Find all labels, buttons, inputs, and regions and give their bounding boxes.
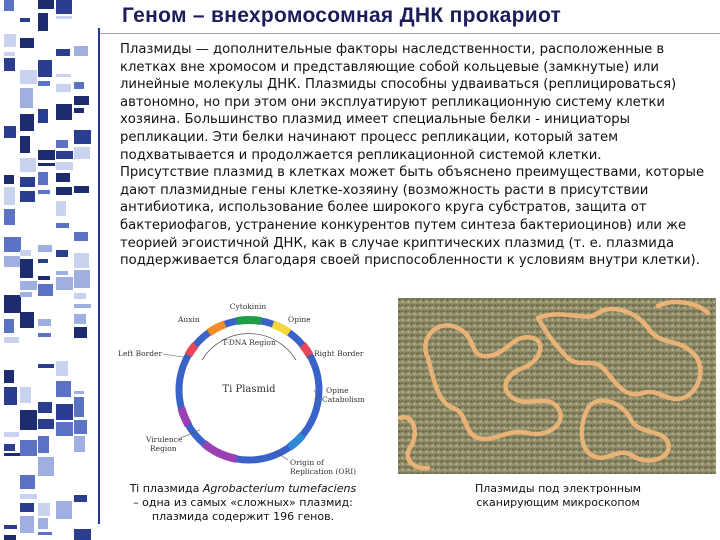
barcode-stripe bbox=[20, 88, 33, 108]
barcode-stripe bbox=[74, 529, 91, 540]
barcode-stripe bbox=[56, 361, 68, 376]
barcode-stripe bbox=[56, 140, 68, 148]
barcode-stripe bbox=[20, 516, 34, 533]
barcode-stripe bbox=[38, 364, 54, 368]
page-title: Геном – внехромосомная ДНК прокариот bbox=[122, 4, 562, 27]
barcode-stripe bbox=[74, 304, 91, 308]
barcode-stripe bbox=[20, 312, 34, 328]
barcode-stripe bbox=[20, 292, 32, 297]
barcode-stripe bbox=[4, 187, 15, 205]
barcode-stripe bbox=[38, 13, 48, 31]
barcode-stripe bbox=[56, 151, 73, 159]
barcode-stripe bbox=[38, 190, 50, 194]
barcode-stripe bbox=[20, 387, 31, 403]
barcode-stripe bbox=[38, 333, 51, 337]
barcode-stripe bbox=[74, 130, 91, 144]
barcode-stripe bbox=[74, 420, 87, 434]
barcode-stripe bbox=[56, 187, 72, 195]
barcode-stripe bbox=[38, 60, 52, 77]
opine-catabolism-label-1: Opine bbox=[326, 386, 349, 395]
barcode-stripe bbox=[38, 172, 48, 185]
barcode-stripe bbox=[56, 201, 66, 216]
plasmid-segment bbox=[188, 345, 195, 355]
barcode-stripe bbox=[38, 109, 48, 123]
barcode-stripe bbox=[4, 175, 14, 184]
barcode-stripe bbox=[4, 319, 14, 333]
title-rule-vertical bbox=[98, 28, 100, 524]
barcode-stripe bbox=[56, 49, 70, 56]
barcode-stripe bbox=[56, 381, 71, 397]
barcode-stripe bbox=[4, 237, 21, 252]
body-text bbox=[120, 41, 710, 270]
barcode-stripe bbox=[4, 535, 16, 540]
barcode-stripe bbox=[20, 38, 34, 48]
barcode-stripe bbox=[74, 46, 88, 56]
ori-label-2: Replication (ORI) bbox=[290, 467, 357, 476]
barcode-stripe bbox=[4, 52, 15, 56]
barcode-stripe bbox=[20, 136, 30, 153]
barcode-stripe bbox=[56, 271, 68, 275]
title-rule bbox=[100, 33, 720, 34]
paragraph-plasmid-advantages: Присутствие плазмид в клетках может быть объяснено преимуществами, которые дают плазмидные гены клетке-хозяину (возможность расти в присутствии антибиотика, использование более широкого круга субстратов, защита от бактериофагов, устранение конкурентов путем синтеза бактериоцинов) или же теорией эгоистичной ДНК, как в случае криптических плазмид (т. е. плазмида поддерживается благодаря своей приспособленности к условиям внутри клетки). bbox=[120, 165, 705, 269]
barcode-stripe bbox=[20, 18, 30, 22]
barcode-stripe bbox=[38, 276, 50, 280]
barcode-stripe bbox=[4, 126, 16, 138]
right-border-label: Right Border bbox=[314, 349, 364, 358]
virulence-label-2: Region bbox=[150, 444, 177, 453]
barcode-stripe bbox=[20, 158, 36, 172]
diagram-caption bbox=[112, 482, 374, 524]
barcode-stripe bbox=[56, 404, 73, 420]
barcode-stripe bbox=[38, 284, 53, 296]
barcode-stripe bbox=[38, 0, 54, 9]
barcode-stripe bbox=[38, 319, 51, 326]
barcode-stripe bbox=[4, 58, 15, 71]
barcode-stripe bbox=[20, 191, 35, 202]
barcode-stripe bbox=[20, 177, 35, 187]
barcode-stripe bbox=[56, 104, 72, 120]
barcode-stripe bbox=[74, 186, 89, 193]
barcode-stripe bbox=[56, 501, 72, 519]
barcode-stripe bbox=[38, 503, 50, 516]
barcode-stripe bbox=[38, 163, 55, 166]
virulence-label-1: Virulence bbox=[146, 435, 183, 444]
barcode-stripe bbox=[56, 277, 73, 290]
barcode-stripe bbox=[56, 16, 72, 19]
barcode-stripe bbox=[56, 162, 73, 170]
plasmid-segment bbox=[209, 324, 225, 332]
barcode-stripe bbox=[38, 518, 48, 529]
opine-catabolism-label-2: Catabolism bbox=[322, 395, 365, 404]
barcode-stripe bbox=[38, 245, 52, 252]
barcode-stripe bbox=[20, 440, 37, 456]
barcode-stripe bbox=[20, 250, 31, 256]
caption-species: Agrobacterium tumefaciens bbox=[202, 482, 357, 495]
barcode-stripe bbox=[4, 387, 17, 405]
caption-left-part2: – одна из самых «сложных» плазмид: плазмида содержит 196 генов. bbox=[133, 496, 353, 523]
caption-left-part1: Ti плазмида bbox=[129, 482, 203, 495]
barcode-stripe bbox=[56, 223, 69, 228]
barcode-stripe bbox=[74, 391, 84, 394]
barcode-stripe bbox=[38, 457, 54, 476]
barcode-stripe bbox=[74, 82, 84, 89]
barcode-stripe bbox=[74, 147, 90, 159]
barcode-stripe bbox=[4, 525, 17, 529]
barcode-stripe bbox=[20, 475, 35, 489]
barcode-stripe bbox=[74, 327, 87, 338]
auxin-label: Auxin bbox=[178, 315, 200, 324]
barcode-stripe bbox=[20, 281, 37, 290]
barcode-stripe bbox=[20, 70, 37, 84]
plasmid-segment bbox=[181, 408, 188, 425]
plasmid-segment bbox=[237, 320, 261, 321]
barcode-stripe bbox=[38, 532, 52, 535]
barcode-stripe bbox=[20, 494, 37, 499]
plasmid-segment bbox=[204, 444, 237, 459]
barcode-stripe bbox=[4, 295, 21, 313]
barcode-stripe bbox=[56, 0, 72, 14]
barcode-stripe bbox=[4, 209, 15, 225]
barcode-stripe bbox=[74, 397, 84, 417]
barcode-stripe bbox=[38, 419, 54, 429]
barcode-stripe bbox=[74, 96, 89, 105]
barcode-stripe bbox=[56, 422, 73, 436]
barcode-stripe bbox=[74, 293, 86, 299]
barcode-decoration bbox=[0, 0, 96, 540]
photo-caption: Плазмиды под электронным сканирующим микроскопом bbox=[474, 482, 642, 509]
barcode-stripe bbox=[4, 337, 19, 343]
paragraph-plasmid-definition: Плазмиды — дополнительные факторы наследственности, расположенные в клетках вне хромосом и представляющие собой кольцевые (замкнутые) или линейные молекулы ДНК. Плазмиды способны удваиваться (реплицироваться) автономно, но при этом они эксплуатируют репликационную систему клетки хозяина. Большинство плазмид имеет специальные белки - инициаторы репликации. Эти белки начинают процесс репликации, который затем подхватывается и продолжается репликационной системой клетки. bbox=[120, 42, 677, 163]
electron-microscope-photo bbox=[398, 298, 716, 474]
barcode-stripe bbox=[4, 0, 14, 11]
barcode-stripe bbox=[38, 81, 50, 86]
plasmid-segment bbox=[273, 324, 289, 332]
ori-label-1: Origin of bbox=[290, 458, 324, 467]
left-border-label: Left Border bbox=[118, 349, 163, 358]
barcode-stripe bbox=[38, 259, 48, 263]
barcode-stripe bbox=[4, 444, 15, 451]
barcode-stripe bbox=[74, 436, 85, 452]
barcode-stripe bbox=[74, 253, 89, 268]
barcode-stripe bbox=[4, 256, 20, 267]
barcode-stripe bbox=[38, 150, 55, 160]
barcode-stripe bbox=[20, 410, 37, 430]
barcode-stripe bbox=[74, 314, 86, 324]
barcode-stripe bbox=[38, 402, 52, 413]
barcode-stripe bbox=[20, 259, 33, 278]
barcode-stripe bbox=[74, 232, 88, 241]
plasmid-segment bbox=[303, 345, 310, 355]
barcode-stripe bbox=[20, 503, 34, 512]
plasmid-segment bbox=[289, 435, 302, 447]
barcode-stripe bbox=[4, 370, 14, 383]
barcode-stripe bbox=[56, 74, 71, 77]
cytokinin-label: Cytokinin bbox=[229, 302, 267, 311]
barcode-stripe bbox=[74, 270, 90, 288]
opine-label: Opine bbox=[288, 315, 311, 324]
barcode-stripe bbox=[74, 108, 84, 113]
ti-plasmid-label: Ti Plasmid bbox=[222, 384, 276, 395]
barcode-stripe bbox=[4, 453, 20, 456]
barcode-stripe bbox=[38, 436, 49, 453]
t-dna-region-label: T-DNA Region bbox=[222, 338, 276, 347]
barcode-stripe bbox=[56, 250, 68, 257]
ti-plasmid-diagram bbox=[118, 300, 380, 480]
barcode-stripe bbox=[4, 34, 16, 47]
barcode-stripe bbox=[74, 495, 87, 502]
barcode-stripe bbox=[56, 173, 70, 182]
barcode-stripe bbox=[4, 432, 19, 437]
barcode-stripe bbox=[56, 84, 71, 92]
barcode-stripe bbox=[20, 114, 34, 131]
